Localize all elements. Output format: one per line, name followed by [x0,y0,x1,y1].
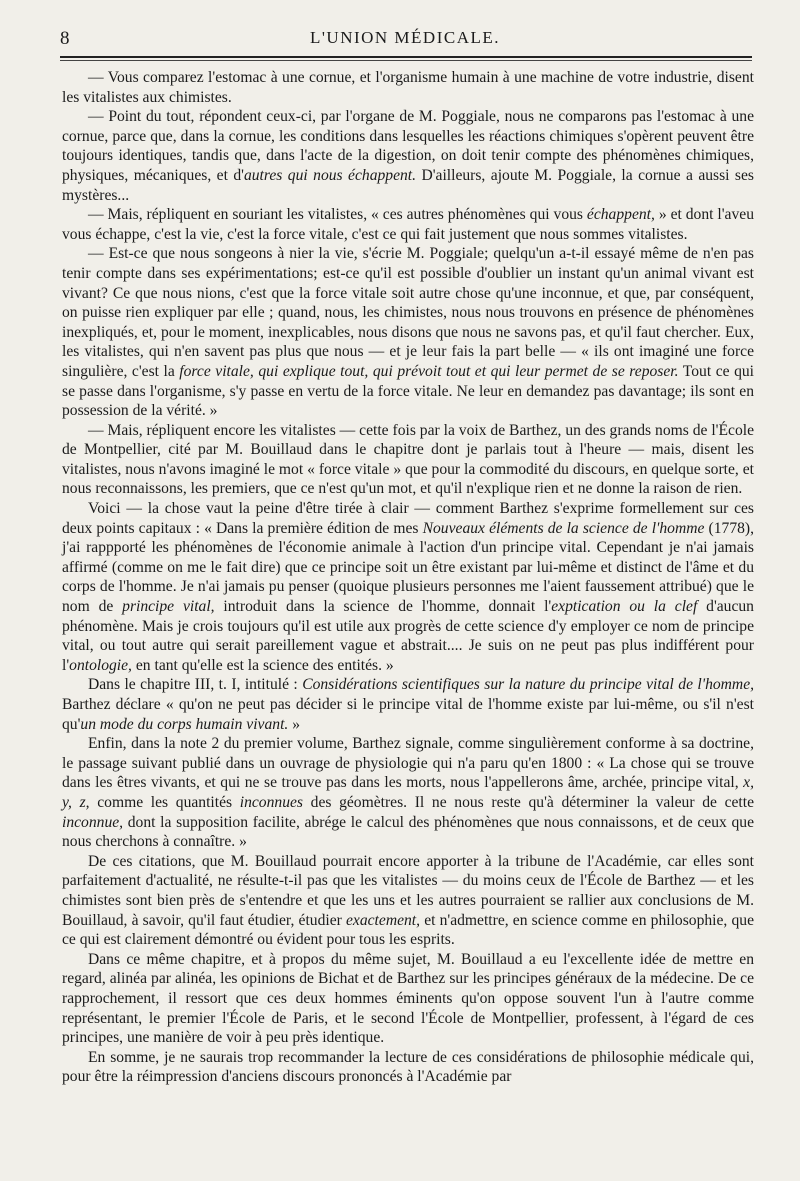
paragraph [62,421,754,499]
text-run: Dans ce même chapitre, et à propos du même sujet, M. Bouillaud a eu l'excellente idée de mettre en regard, alinéa par alinéa, les opinions de Bichat et de Barthez sur les principes généraux de la médecine. De ce rapprochement, il ressort que ces deux hommes éminents qu'on oppose souvent l'un à l'autre comme représentant, le premier l'École de Paris, et le second l'École de Montpellier, professent, à l'égard de ces principes, une manière de voir à peu près identique. [62,950,754,1047]
text-run: » et dont l'aveu vous échappe, c'est la vie, c'est la force vitale, c'est ce qui fait justement que nous sommes vitalistes. [62,206,754,243]
body-text [62,68,754,1087]
text-run: et n'admettre, en science comme en philosophie, que ce qui est clairement démontré ou évident pour tous les esprits. [62,911,754,949]
paragraph [62,675,754,734]
text-run: — Est-ce que nous songeons à nier la vie, s'écrie M. Poggiale; quelqu'un a-t-il essayé même de n'en pas tenir compte dans ses expérimentations; est-ce qu'il est possible d'oublier un instant qu'un animal vivant est vivant? Ce que nous nions, c'est que la force vitale soit autre chose qu'une inconnue, et que, par conséquent, on puisse rien expliquer par elle ; quand, nous, les chimistes, nous nous trouvons en présence de phénomènes inexpliqués, et, pour le moment, inexplicables, nous disons que nous ne savons pas, et qu'il faut chercher. Eux, les vitalistes, qui n'en savent pas plus que nous — et je leur fais la part belle — « ils ont imaginé une force singulière, c'est la [62,245,754,380]
paragraph [62,244,754,420]
text-run: Tout ce qui se passe dans l'organisme, s'y passe en vertu de la force vitale. Ne leur en demandez pas davantage; ils sont en possession de la vérité. » [62,362,754,420]
text-run: — Vous comparez l'estomac à une cornue, et l'organisme humain à une machine de votre industrie, disent les vitalistes aux chimistes. [62,69,754,106]
text-run: (1778), j'ai rappporté les phénomènes de l'économie animale à l'action d'un principe vital. Cependant je n'ai jamais affirmé (comme on me le fait dire) que ce principe soit un être existant par lui-même et distinct de l'âme et du corps de l'homme. Je n'ai jamais pu penser (quoique plusieurs personnes me l'aient faussement attribué) que le nom de [62,519,755,616]
text-run: — Mais, répliquent en souriant les vitalistes, « ces autres phénomènes qui vous [88,206,587,224]
italic-text: inconnue, [62,813,124,831]
text-run: Barthez déclare « qu'on ne peut pas décider si le principe vital de l'homme existe par lui-même, ou s'il n'est qu' [62,696,754,733]
italic-text: un mode du corps humain vivant. [80,715,289,733]
running-title: L'UNION MÉDICALE. [309,28,501,47]
italic-text: exactement, [346,911,421,929]
page-number: 8 [60,28,71,49]
text-run: Dans le chapitre III, t. I, intitulé : [88,676,303,694]
header-rule [60,56,752,61]
text-run: — Point du tout, répondent ceux-ci, par l'organe de M. Poggiale, nous ne comparons pas l'estomac à une cornue, parce que, dans la cornue, les conditions dans lesquelles les réactions chimiques s'opèrent peuvent être toujours identiques, tandis que, dans l'acte de la digestion, on doit tenir compte des phénomènes chimiques, physiques, mécaniques, et d' [62,108,754,184]
italic-text: autres qui nous échappent. [243,166,417,184]
text-run: De ces citations, que M. Bouillaud pourrait encore apporter à la tribune de l'Académie, car elles sont parfaitement d'actualité, ne résulte-t-il pas que les vitalistes — du moins ceux de l'École de Barthez — et les chimistes sont bien près de s'entendre et que les uns et les autres pourraient se rallier aux conclusions de M. Bouillaud, à savoir, qu'il faut étudier, étudier [62,852,754,929]
text-run: D'ailleurs, ajoute M. Poggiale, la cornue a aussi ses mystères... [62,166,754,204]
italic-text: x, y, z, [62,774,754,811]
text-run: en tant qu'elle est la science des entités. » [131,656,394,674]
paragraph [62,205,754,244]
paragraph [62,1048,754,1087]
paragraph [62,68,754,107]
text-run: introduit dans la science de l'homme, donnait l' [214,598,552,616]
italic-text: force vitale, qui explique tout, qui prévoit tout et qui leur permet de se reposer. [179,362,679,380]
text-run: d'aucun phénomène. Mais je crois toujours qu'il est utile aux progrès de cette science d'y employer ce nom de principe vital, ou tout autre qui serait pareillement vague et abstrait.... Je suis on ne peut pas plus indifférent pour l' [62,598,754,674]
text-run: » [288,715,300,733]
paragraph [62,107,754,205]
italic-text: inconnues [239,793,303,811]
italic-text: ontologie, [69,656,132,674]
text-run: En somme, je ne saurais trop recommander la lecture de ces considérations de philosophie médicale qui, pour être la réimpression d'anciens discours prononcés à l'Académie par [62,1048,754,1086]
italic-text: échappent, [586,206,655,224]
text-run: des géomètres. Il ne nous reste qu'à déterminer la valeur de cette [302,793,754,811]
paragraph [62,499,754,675]
page-header [60,28,750,56]
text-run: dont la supposition facilite, abrége le calcul des phénomènes que nous connaissons, et de ceux que nous cherchons à connaître. » [62,813,754,851]
paragraph [62,852,754,950]
italic-text: principe vital, [122,598,215,616]
text-run: — Mais, répliquent encore les vitalistes — cette fois par la voix de Barthez, un des grands noms de l'École de Montpellier, cité par M. Bouillaud dans le chapitre dont je parlais tout à l'heure — mais, disent les vitalistes, nous n'avons imaginé le mot « force vitale » que pour la commodité du discours, en quelque sorte, et nous reconnaissons, les premiers, que ce n'est qu'un mot, et qu'il n'explique rien et ne donne la raison de rien. [62,421,754,498]
text-run: Enfin, dans la note 2 du premier volume, Barthez signale, comme singulièrement conforme à sa doctrine, le passage suivant publié dans un ouvrage de physiologie qui n'a paru qu'en 1800 : « La chose qui se trouve dans les êtres vivants, et qui ne se trouve pas dans les morts, nous l'appellerons âme, archée, principe vital, [62,735,754,792]
italic-text: Considérations scientifiques sur la nature du principe vital de l'homme, [302,676,755,694]
paragraph [62,734,754,852]
paragraph [62,950,754,1048]
italic-text: exptication ou la clef [551,598,698,616]
italic-text: Nouveaux éléments de la science de l'homme [422,519,705,537]
text-run: Voici — la chose vaut la peine d'être tirée à clair — comment Barthez s'exprime formellement sur ces deux points capitaux : « Dans la première édition de mes [62,500,754,537]
text-run: comme les quantités [89,793,240,811]
